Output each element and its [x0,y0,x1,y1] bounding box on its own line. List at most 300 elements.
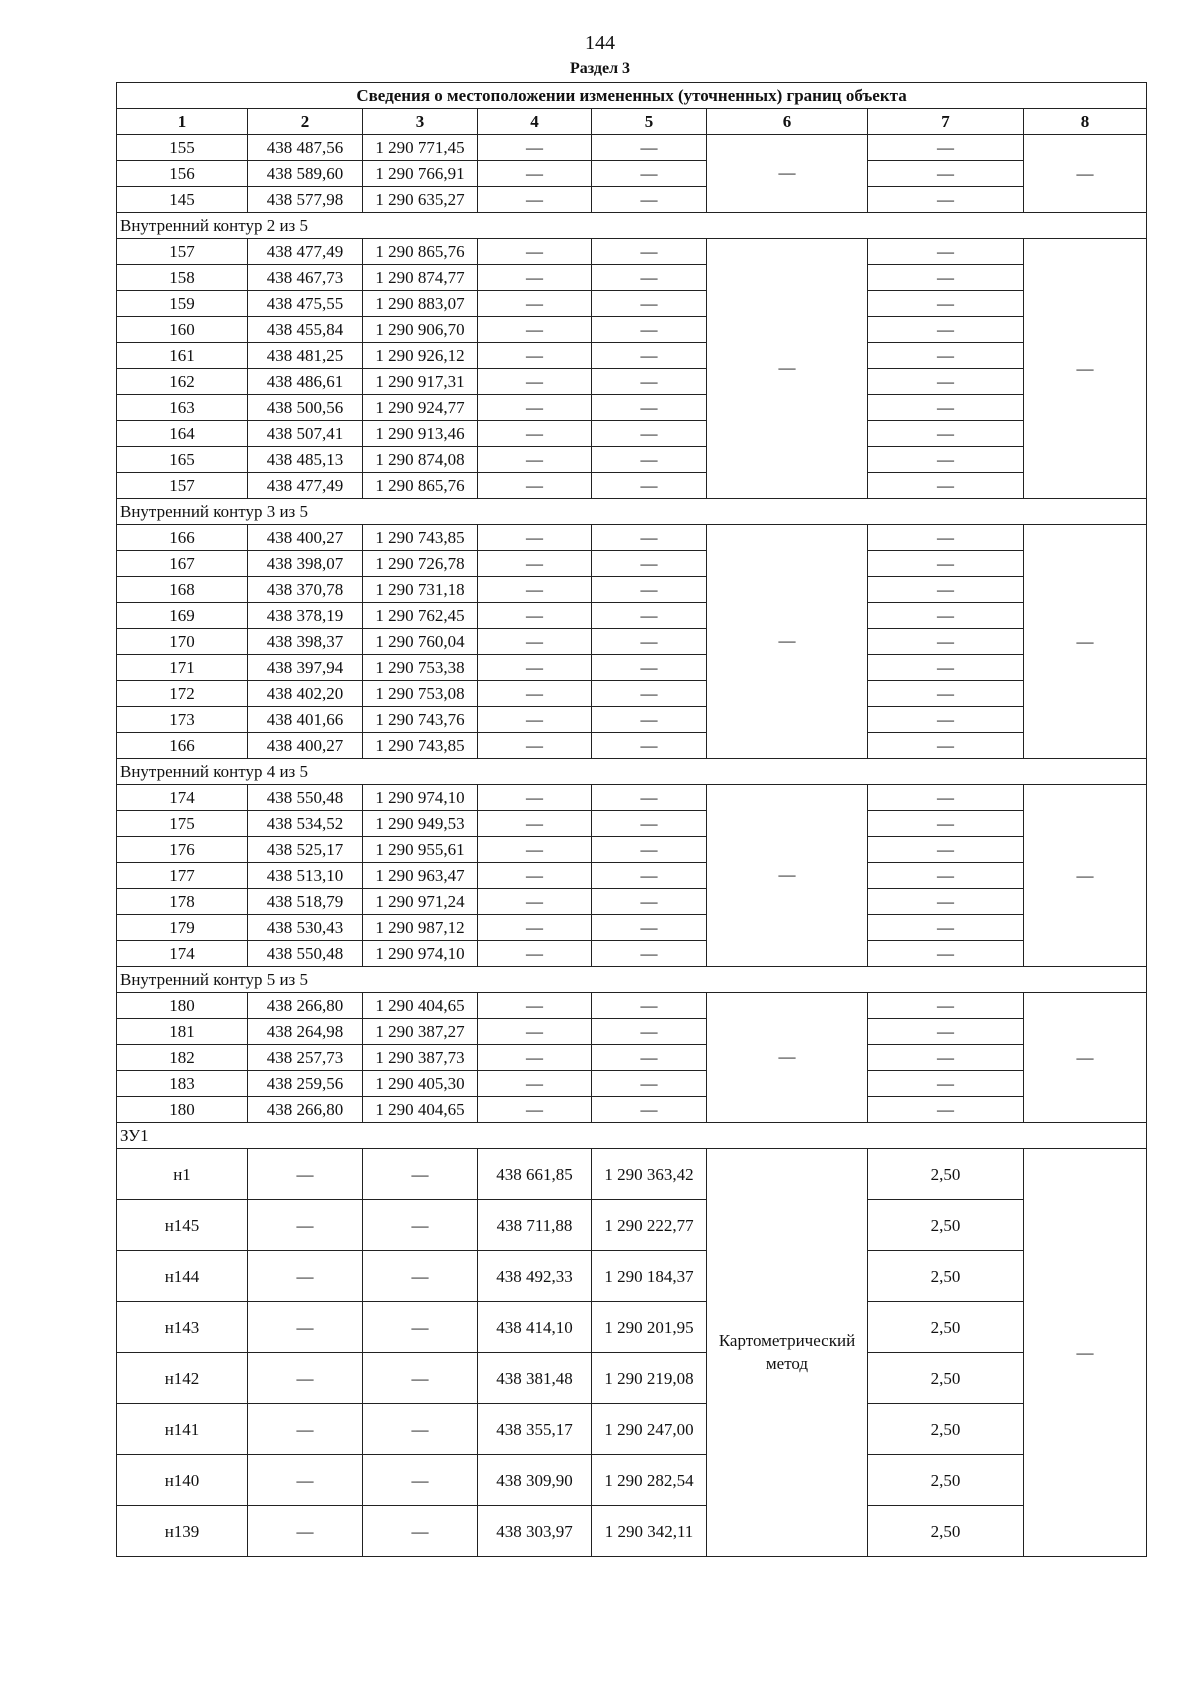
cell-col-1: 157 [117,239,248,265]
cell-col-3: 1 290 865,76 [363,473,478,499]
cell-col-1: 174 [117,785,248,811]
cell-col-7: — [868,629,1024,655]
cell-col-5: — [592,733,707,759]
table-row [117,473,1147,499]
cell-col-4: — [478,421,592,447]
column-header: 1 [117,109,248,135]
cell-col-7: — [868,1045,1024,1071]
cell-col-2: 438 467,73 [248,265,363,291]
cell-col-5: — [592,343,707,369]
cell-col-7: — [868,551,1024,577]
cell-col-3: 1 290 743,85 [363,733,478,759]
table-row [117,811,1147,837]
contour-label-row [117,213,1147,239]
cell-col-5: — [592,239,707,265]
cell-col-5: — [592,421,707,447]
cell-col-5: 1 290 342,11 [592,1506,707,1557]
cell-col-3: 1 290 743,76 [363,707,478,733]
contour-label-row [117,759,1147,785]
cell-col-7: — [868,577,1024,603]
table-row [117,161,1147,187]
cell-col-2: 438 370,78 [248,577,363,603]
cell-col-2: 438 487,56 [248,135,363,161]
cell-col-4: 438 355,17 [478,1404,592,1455]
cell-col-4: — [478,837,592,863]
cell-col-3: 1 290 906,70 [363,317,478,343]
table-row [117,993,1147,1019]
cell-col-1: 173 [117,707,248,733]
cell-col-4: 438 661,85 [478,1149,592,1200]
cell-col-3: 1 290 971,24 [363,889,478,915]
cell-col-1: н142 [117,1353,248,1404]
cell-col-7: — [868,707,1024,733]
cell-col-4: 438 309,90 [478,1455,592,1506]
cell-col-2: — [248,1149,363,1200]
cell-col-5: — [592,317,707,343]
cell-col-3: 1 290 865,76 [363,239,478,265]
table-row [117,135,1147,161]
table-row [117,187,1147,213]
contour-label: ЗУ1 [117,1123,1147,1149]
cell-col-1: 179 [117,915,248,941]
cell-col-4: 438 711,88 [478,1200,592,1251]
cell-col-4: — [478,681,592,707]
table-caption: Сведения о местоположении измененных (уточненных) границ объекта [117,83,1147,109]
cell-col-3: 1 290 766,91 [363,161,478,187]
cell-col-3: 1 290 963,47 [363,863,478,889]
cell-col-2: — [248,1251,363,1302]
cell-col-7: 2,50 [868,1149,1024,1200]
cell-col-1: 169 [117,603,248,629]
cell-col-3: 1 290 762,45 [363,603,478,629]
cell-col-5: — [592,369,707,395]
cell-col-3: 1 290 926,12 [363,343,478,369]
cell-col-4: — [478,889,592,915]
cell-col-7: — [868,1071,1024,1097]
cell-col-5: 1 290 201,95 [592,1302,707,1353]
cell-col-4: — [478,369,592,395]
cell-col-5: — [592,447,707,473]
cell-col-2: 438 481,25 [248,343,363,369]
cell-col-4: — [478,993,592,1019]
column-header: 4 [478,109,592,135]
cell-col-2: — [248,1455,363,1506]
cell-col-7: — [868,161,1024,187]
cell-col-3: — [363,1353,478,1404]
column-header: 3 [363,109,478,135]
cell-col-2: — [248,1506,363,1557]
cell-col-8-merged: — [1024,525,1147,759]
cell-col-7: — [868,915,1024,941]
cell-col-7: — [868,317,1024,343]
table-row [117,785,1147,811]
cell-col-5: 1 290 247,00 [592,1404,707,1455]
cell-col-2: 438 398,07 [248,551,363,577]
cell-col-4: — [478,343,592,369]
table-row [117,1251,1147,1302]
cell-col-7: — [868,889,1024,915]
cell-col-5: — [592,525,707,551]
cell-col-2: 438 378,19 [248,603,363,629]
cell-col-1: 178 [117,889,248,915]
cell-col-5: — [592,1071,707,1097]
cell-col-5: — [592,811,707,837]
column-header-row [117,109,1147,135]
cell-col-2: 438 550,48 [248,941,363,967]
cell-col-7: — [868,135,1024,161]
cell-col-4: — [478,135,592,161]
cell-col-3: — [363,1404,478,1455]
cell-col-2: 438 577,98 [248,187,363,213]
cell-col-4: — [478,239,592,265]
cell-col-3: 1 290 987,12 [363,915,478,941]
cell-col-5: — [592,863,707,889]
cell-col-3: 1 290 913,46 [363,421,478,447]
cell-col-2: 438 507,41 [248,421,363,447]
cell-col-6-merged: Картометрический метод [707,1149,868,1557]
cell-col-1: н140 [117,1455,248,1506]
cell-col-4: — [478,941,592,967]
cell-col-2: 438 455,84 [248,317,363,343]
cell-col-2: 438 477,49 [248,473,363,499]
cell-col-5: — [592,603,707,629]
column-header: 8 [1024,109,1147,135]
cell-col-1: 167 [117,551,248,577]
cell-col-7: — [868,265,1024,291]
table-row [117,1302,1147,1353]
table-row [117,265,1147,291]
cell-col-5: — [592,681,707,707]
cell-col-2: 438 525,17 [248,837,363,863]
table-row [117,369,1147,395]
table-row [117,1045,1147,1071]
cell-col-1: н139 [117,1506,248,1557]
contour-label: Внутренний контур 5 из 5 [117,967,1147,993]
cell-col-1: 158 [117,265,248,291]
table-row [117,551,1147,577]
cell-col-4: — [478,811,592,837]
column-header: 5 [592,109,707,135]
cell-col-2: 438 513,10 [248,863,363,889]
cell-col-4: — [478,785,592,811]
cell-col-7: — [868,369,1024,395]
cell-col-2: 438 259,56 [248,1071,363,1097]
cell-col-2: 438 475,55 [248,291,363,317]
cell-col-7: — [868,993,1024,1019]
cell-col-6-merged: — [707,525,868,759]
table-row [117,603,1147,629]
cell-col-1: 171 [117,655,248,681]
cell-col-1: 177 [117,863,248,889]
cell-col-7: 2,50 [868,1251,1024,1302]
cell-col-5: — [592,395,707,421]
cell-col-7: — [868,863,1024,889]
column-header: 2 [248,109,363,135]
table-row [117,447,1147,473]
cell-col-5: — [592,707,707,733]
cell-col-5: — [592,915,707,941]
cell-col-3: 1 290 743,85 [363,525,478,551]
cell-col-3: 1 290 753,38 [363,655,478,681]
cell-col-5: 1 290 282,54 [592,1455,707,1506]
cell-col-7: 2,50 [868,1455,1024,1506]
cell-col-4: — [478,525,592,551]
cell-col-2: 438 400,27 [248,733,363,759]
cell-col-3: 1 290 404,65 [363,1097,478,1123]
cell-col-4: — [478,551,592,577]
table-row [117,889,1147,915]
table-row [117,317,1147,343]
table-row [117,1506,1147,1557]
cell-col-5: — [592,161,707,187]
cell-col-1: 163 [117,395,248,421]
contour-label-row [117,499,1147,525]
table-row [117,707,1147,733]
cell-col-4: 438 381,48 [478,1353,592,1404]
cell-col-7: 2,50 [868,1404,1024,1455]
cell-col-5: — [592,1045,707,1071]
cell-col-4: — [478,447,592,473]
cell-col-4: — [478,707,592,733]
cell-col-2: 438 486,61 [248,369,363,395]
cell-col-1: 181 [117,1019,248,1045]
cell-col-3: — [363,1149,478,1200]
cell-col-3: — [363,1455,478,1506]
cell-col-3: 1 290 635,27 [363,187,478,213]
cell-col-6-merged: — [707,239,868,499]
cell-col-5: — [592,1097,707,1123]
cell-col-1: 180 [117,1097,248,1123]
cell-col-5: 1 290 363,42 [592,1149,707,1200]
cell-col-3: 1 290 726,78 [363,551,478,577]
table-row [117,1149,1147,1200]
cell-col-1: 172 [117,681,248,707]
cell-col-1: 168 [117,577,248,603]
cell-col-7: — [868,811,1024,837]
table-row [117,941,1147,967]
cell-col-2: 438 266,80 [248,1097,363,1123]
cell-col-8-merged: — [1024,239,1147,499]
cell-col-2: 438 477,49 [248,239,363,265]
table-row [117,343,1147,369]
cell-col-1: 145 [117,187,248,213]
cell-col-1: н143 [117,1302,248,1353]
cell-col-5: — [592,577,707,603]
cell-col-4: — [478,629,592,655]
cell-col-7: — [868,395,1024,421]
cell-col-4: — [478,1045,592,1071]
cell-col-3: — [363,1200,478,1251]
cell-col-4: — [478,863,592,889]
table-row [117,915,1147,941]
cell-col-4: — [478,265,592,291]
cell-col-3: 1 290 760,04 [363,629,478,655]
table-row [117,291,1147,317]
cell-col-4: — [478,473,592,499]
contour-label-row [117,967,1147,993]
cell-col-5: — [592,265,707,291]
table-row [117,395,1147,421]
table-row [117,733,1147,759]
cell-col-4: — [478,603,592,629]
boundary-coordinates-table [116,82,1147,1557]
cell-col-2: 438 402,20 [248,681,363,707]
cell-col-3: 1 290 753,08 [363,681,478,707]
cell-col-3: 1 290 924,77 [363,395,478,421]
table-row [117,863,1147,889]
cell-col-7: — [868,473,1024,499]
cell-col-5: 1 290 222,77 [592,1200,707,1251]
cell-col-7: — [868,655,1024,681]
cell-col-4: — [478,187,592,213]
cell-col-5: — [592,629,707,655]
contour-label-row [117,1123,1147,1149]
cell-col-5: 1 290 184,37 [592,1251,707,1302]
cell-col-7: — [868,447,1024,473]
cell-col-4: — [478,655,592,681]
table-row [117,1097,1147,1123]
cell-col-3: 1 290 974,10 [363,941,478,967]
cell-col-4: — [478,1097,592,1123]
cell-col-4: — [478,577,592,603]
cell-col-6-merged: — [707,993,868,1123]
cell-col-1: 160 [117,317,248,343]
cell-col-7: — [868,239,1024,265]
cell-col-3: 1 290 874,08 [363,447,478,473]
cell-col-8-merged: — [1024,1149,1147,1557]
cell-col-2: 438 401,66 [248,707,363,733]
cell-col-6-merged: — [707,785,868,967]
cell-col-2: 438 485,13 [248,447,363,473]
cell-col-5: — [592,187,707,213]
cell-col-4: 438 492,33 [478,1251,592,1302]
cell-col-2: 438 257,73 [248,1045,363,1071]
cell-col-2: — [248,1302,363,1353]
cell-col-7: — [868,681,1024,707]
column-header: 7 [868,109,1024,135]
cell-col-1: 170 [117,629,248,655]
cell-col-6-merged: — [707,135,868,213]
cell-col-7: — [868,187,1024,213]
cell-col-7: — [868,733,1024,759]
cell-col-3: — [363,1506,478,1557]
cell-col-5: 1 290 219,08 [592,1353,707,1404]
cell-col-1: 159 [117,291,248,317]
cell-col-1: 156 [117,161,248,187]
cell-col-4: 438 303,97 [478,1506,592,1557]
cell-col-7: — [868,343,1024,369]
cell-col-7: — [868,603,1024,629]
cell-col-3: 1 290 387,73 [363,1045,478,1071]
cell-col-7: — [868,291,1024,317]
table-row [117,629,1147,655]
cell-col-1: 157 [117,473,248,499]
table-row [117,681,1147,707]
cell-col-2: 438 266,80 [248,993,363,1019]
cell-col-5: — [592,785,707,811]
table-row [117,421,1147,447]
cell-col-7: 2,50 [868,1353,1024,1404]
cell-col-1: 176 [117,837,248,863]
cell-col-2: 438 530,43 [248,915,363,941]
cell-col-2: 438 264,98 [248,1019,363,1045]
cell-col-1: 183 [117,1071,248,1097]
cell-col-1: 155 [117,135,248,161]
cell-col-5: — [592,291,707,317]
cell-col-7: 2,50 [868,1302,1024,1353]
cell-col-7: — [868,1019,1024,1045]
cell-col-8-merged: — [1024,785,1147,967]
cell-col-1: 182 [117,1045,248,1071]
cell-col-4: — [478,1071,592,1097]
table-row [117,1071,1147,1097]
cell-col-2: 438 550,48 [248,785,363,811]
table-row [117,1404,1147,1455]
table-row [117,1019,1147,1045]
table-row [117,1353,1147,1404]
cell-col-2: 438 398,37 [248,629,363,655]
cell-col-5: — [592,837,707,863]
section-title: Раздел 3 [569,60,631,77]
cell-col-5: — [592,889,707,915]
cell-col-4: — [478,733,592,759]
cell-col-7: 2,50 [868,1200,1024,1251]
cell-col-4: — [478,291,592,317]
cell-col-2: 438 589,60 [248,161,363,187]
cell-col-2: 438 518,79 [248,889,363,915]
cell-col-1: н1 [117,1149,248,1200]
cell-col-2: 438 500,56 [248,395,363,421]
cell-col-7: — [868,421,1024,447]
cell-col-7: — [868,941,1024,967]
cell-col-3: — [363,1251,478,1302]
cell-col-7: — [868,837,1024,863]
cell-col-2: — [248,1353,363,1404]
table-row [117,655,1147,681]
cell-col-1: н144 [117,1251,248,1302]
cell-col-5: — [592,1019,707,1045]
cell-col-1: 175 [117,811,248,837]
table-row [117,837,1147,863]
table-row [117,1455,1147,1506]
cell-col-8-merged: — [1024,993,1147,1123]
cell-col-5: — [592,655,707,681]
table-caption-row [117,83,1147,109]
table-row [117,1200,1147,1251]
cell-col-1: 166 [117,525,248,551]
cell-col-3: 1 290 955,61 [363,837,478,863]
cell-col-7: — [868,785,1024,811]
cell-col-3: 1 290 405,30 [363,1071,478,1097]
cell-col-7: 2,50 [868,1506,1024,1557]
cell-col-4: 438 414,10 [478,1302,592,1353]
cell-col-1: 162 [117,369,248,395]
contour-label: Внутренний контур 3 из 5 [117,499,1147,525]
cell-col-8-merged: — [1024,135,1147,213]
cell-col-7: — [868,1097,1024,1123]
table-row [117,577,1147,603]
cell-col-7: — [868,525,1024,551]
cell-col-4: — [478,915,592,941]
cell-col-2: — [248,1200,363,1251]
cell-col-1: 180 [117,993,248,1019]
cell-col-4: — [478,161,592,187]
cell-col-5: — [592,993,707,1019]
cell-col-3: 1 290 771,45 [363,135,478,161]
table-row [117,239,1147,265]
cell-col-1: 164 [117,421,248,447]
cell-col-3: 1 290 731,18 [363,577,478,603]
